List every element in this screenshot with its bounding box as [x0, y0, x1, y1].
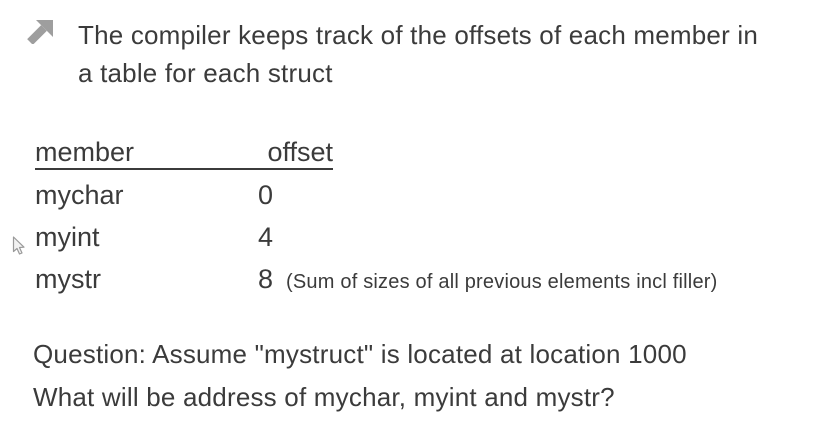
table-rows — [35, 174, 718, 300]
table-header — [35, 139, 333, 170]
question-line-1: Question: Assume "mystruct" is located at location 1000 — [33, 339, 687, 369]
bullet-line-2: a table for each struct — [78, 58, 333, 88]
offset-cell: 4 — [258, 222, 274, 252]
mouse-cursor-icon — [12, 236, 26, 256]
table-row — [35, 216, 718, 258]
bullet-line-1: The compiler keeps track of the offsets of each member in — [78, 20, 759, 50]
member-cell: mystr — [35, 264, 101, 294]
column-header-offset: offset — [267, 137, 333, 167]
member-cell: mychar — [35, 180, 124, 210]
offset-table — [35, 139, 718, 300]
offset-cell: 0 — [258, 180, 274, 210]
column-header-member: member — [35, 137, 135, 167]
bullet-text — [78, 16, 758, 92]
member-cell: myint — [35, 222, 100, 252]
offset-note: (Sum of sizes of all previous elements incl filler) — [286, 271, 718, 293]
table-row — [35, 258, 718, 300]
question-line-2: What will be address of mychar, myint and mystr? — [33, 382, 615, 412]
question-text — [33, 333, 687, 419]
northeast-arrow-icon — [26, 20, 53, 44]
offset-cell: 8 — [258, 264, 274, 294]
table-row — [35, 174, 718, 216]
